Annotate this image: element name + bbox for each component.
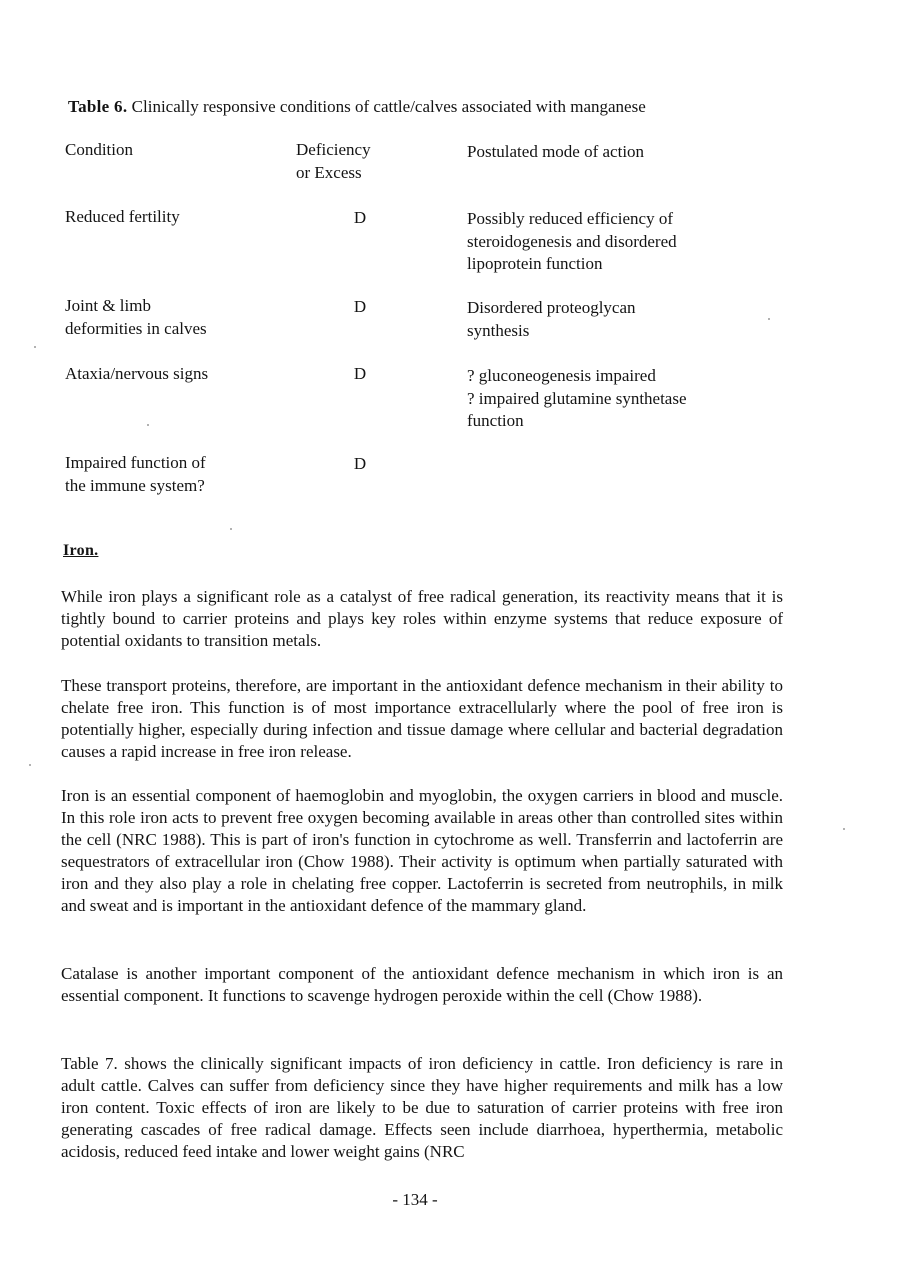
- header-condition-text: Condition: [65, 140, 134, 159]
- row-condition: [65, 295, 275, 340]
- row-mode-line: function: [467, 411, 524, 430]
- row-condition-line: Joint & limb: [65, 296, 151, 315]
- paragraph: These transport proteins, therefore, are important in the antioxidant defence mechanism in their ability to chelate free iron. This function is of most importance extracellularly where the pool of free iron is potentially higher, especially during infection and tissue damage where cellular and bacterial degradation causes a rapid increase in free iron release.: [61, 676, 783, 761]
- row-mode: [467, 365, 767, 433]
- section-heading: Iron.: [63, 542, 99, 559]
- paragraph: Iron is an essential component of haemoglobin and myoglobin, the oxygen carriers in blood and muscle. In this role iron acts to prevent free oxygen becoming available in areas other than controlled sites within the cell (NRC 1988). This is part of iron's function in cytochrome as well. Transferrin and lactoferrin are sequestrators of extracellular iron (Chow 1988). Their activity is optimum when partially saturated with iron and they also play a role in chelating free copper. Lactoferrin is secreted from neutrophils, in milk and sweat and is important in the antioxidant defence of the mammary gland.: [61, 786, 783, 915]
- row-condition-line: the immune system?: [65, 475, 205, 495]
- row-mode: [467, 208, 767, 276]
- scan-speck: [147, 424, 149, 426]
- row-condition-line: Impaired function of: [65, 453, 206, 472]
- row-status: D: [353, 364, 367, 383]
- row-mode-line: ? gluconeogenesis impaired: [467, 366, 656, 385]
- header-deficiency: [296, 139, 446, 184]
- row-condition: [65, 363, 275, 386]
- scan-speck: [843, 828, 845, 830]
- scan-speck: [34, 346, 36, 348]
- row-condition-line: Reduced fertility: [65, 207, 180, 226]
- row-mode-line: Possibly reduced efficiency of: [467, 209, 673, 228]
- row-mode-line: ? impaired glutamine synthetase: [467, 388, 687, 408]
- header-deficiency-line1: Deficiency: [296, 140, 371, 159]
- row-mode: [467, 297, 767, 342]
- paragraph: While iron plays a significant role as a catalyst of free radical generation, its reactivity means that it is tightly bound to carrier proteins and plays key roles within enzyme systems that reduce exposure of potential oxidants to transition metals.: [61, 587, 783, 650]
- table-caption-label: Table 6.: [68, 97, 128, 116]
- row-status: D: [353, 297, 367, 316]
- scan-speck: [230, 528, 232, 530]
- header-condition: [65, 139, 275, 162]
- row-condition: [65, 206, 275, 229]
- header-mode: [467, 141, 767, 164]
- scan-speck: [29, 764, 31, 766]
- table-caption-text: Clinically responsive conditions of cattle/calves associated with manganese: [131, 97, 646, 116]
- row-status: D: [353, 208, 367, 227]
- row-mode-line: steroidogenesis and disordered: [467, 231, 677, 251]
- row-mode-line: synthesis: [467, 320, 530, 340]
- paragraph: Catalase is another important component of the antioxidant defence mechanism in which iron is an essential component. It functions to scavenge hydrogen peroxide within the cell (Chow 1988).: [61, 964, 783, 1005]
- row-mode-line: lipoprotein function: [467, 254, 603, 273]
- row-mode-line: Disordered proteoglycan: [467, 298, 636, 317]
- row-condition-line: deformities in calves: [65, 318, 207, 338]
- scan-speck: [768, 318, 770, 320]
- row-status: D: [353, 454, 367, 473]
- header-mode-text: Postulated mode of action: [467, 142, 645, 161]
- page-number: - 134 -: [392, 1190, 438, 1209]
- row-condition-line: Ataxia/nervous signs: [65, 364, 209, 383]
- paragraph: Table 7. shows the clinically significant impacts of iron deficiency in cattle. Iron deficiency is rare in adult cattle. Calves can suffer from deficiency since they have higher requirements and milk has a low iron content. Toxic effects of iron are likely to be due to saturation of carrier proteins with free iron generating cascades of free radical damage. Effects seen include diarrhoea, hyperthermia, metabolic acidosis, reduced feed intake and lower weight gains (NRC: [61, 1054, 783, 1161]
- row-condition: [65, 452, 275, 497]
- table-caption: [68, 96, 646, 118]
- header-deficiency-line2: or Excess: [296, 162, 362, 182]
